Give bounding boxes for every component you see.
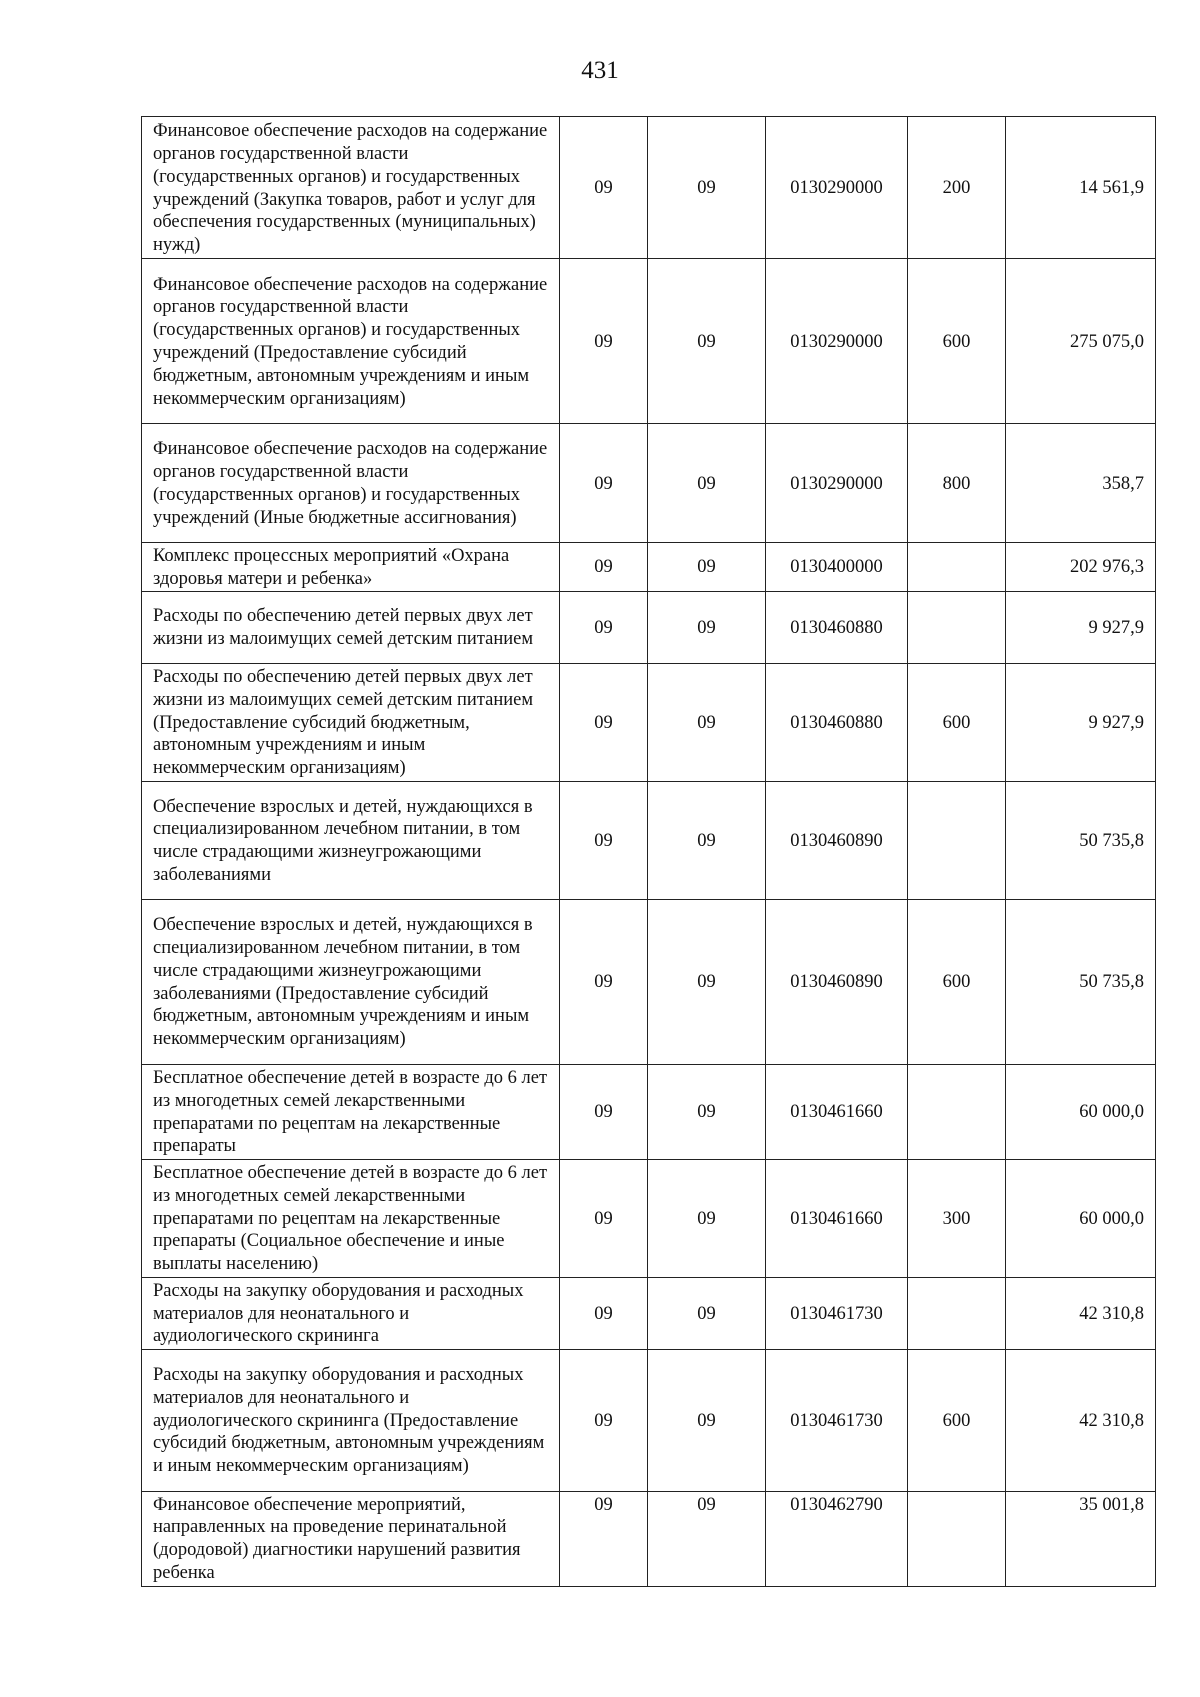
row-amount: 9 927,9	[1006, 663, 1156, 781]
table-row	[142, 1277, 1156, 1349]
row-target-article: 0130461730	[766, 1277, 908, 1349]
row-amount: 9 927,9	[1006, 591, 1156, 663]
row-name: Обеспечение взрослых и детей, нуждающихся в специализированном лечебном питании, в том числе страдающими жизнеугрожающими заболеваниями (Предоставление субсидий бюджетным, автономным учреждениям и иным некоммерческим организациям)	[142, 899, 560, 1064]
row-amount: 50 735,8	[1006, 899, 1156, 1064]
row-expense-type: 600	[908, 663, 1006, 781]
row-name: Обеспечение взрослых и детей, нуждающихся в специализированном лечебном питании, в том числе страдающими жизнеугрожающими заболеваниями	[142, 781, 560, 899]
budget-table	[141, 116, 1156, 1587]
row-name: Финансовое обеспечение расходов на содержание органов государственной власти (государственных органов) и государственных учреждений (Иные бюджетные ассигнования)	[142, 424, 560, 543]
row-subsection: 09	[648, 663, 766, 781]
row-expense-type	[908, 1277, 1006, 1349]
row-amount: 42 310,8	[1006, 1277, 1156, 1349]
row-target-article: 0130460890	[766, 899, 908, 1064]
row-name: Расходы на закупку оборудования и расходных материалов для неонатального и аудиологического скрининга (Предоставление субсидий бюджетным, автономным учреждениям и иным некоммерческим организациям)	[142, 1349, 560, 1491]
row-amount: 275 075,0	[1006, 259, 1156, 424]
row-expense-type: 300	[908, 1159, 1006, 1277]
row-target-article: 0130290000	[766, 117, 908, 259]
row-target-article: 0130460890	[766, 781, 908, 899]
table-row	[142, 424, 1156, 543]
row-expense-type: 800	[908, 424, 1006, 543]
row-amount: 14 561,9	[1006, 117, 1156, 259]
row-section: 09	[560, 117, 648, 259]
row-expense-type: 600	[908, 1349, 1006, 1491]
row-target-article: 0130290000	[766, 259, 908, 424]
row-subsection: 09	[648, 117, 766, 259]
row-amount: 358,7	[1006, 424, 1156, 543]
row-section: 09	[560, 1491, 648, 1586]
row-subsection: 09	[648, 781, 766, 899]
row-amount: 50 735,8	[1006, 781, 1156, 899]
row-amount: 60 000,0	[1006, 1064, 1156, 1159]
row-expense-type	[908, 1491, 1006, 1586]
row-name: Финансовое обеспечение мероприятий, направленных на проведение перинатальной (дородовой) диагностики нарушений развития ребенка	[142, 1491, 560, 1586]
row-subsection: 09	[648, 259, 766, 424]
row-amount: 202 976,3	[1006, 543, 1156, 592]
row-expense-type	[908, 543, 1006, 592]
row-name: Расходы по обеспечению детей первых двух лет жизни из малоимущих семей детским питанием	[142, 591, 560, 663]
row-subsection: 09	[648, 591, 766, 663]
row-target-article: 0130460880	[766, 591, 908, 663]
row-expense-type: 600	[908, 259, 1006, 424]
row-subsection: 09	[648, 1159, 766, 1277]
table-row	[142, 1491, 1156, 1586]
row-target-article: 0130460880	[766, 663, 908, 781]
row-subsection: 09	[648, 1277, 766, 1349]
row-subsection: 09	[648, 424, 766, 543]
row-name: Бесплатное обеспечение детей в возрасте до 6 лет из многодетных семей лекарственными препаратами по рецептам на лекарственные препараты (Социальное обеспечение и иные выплаты населению)	[142, 1159, 560, 1277]
row-expense-type: 600	[908, 899, 1006, 1064]
row-section: 09	[560, 259, 648, 424]
row-subsection: 09	[648, 1064, 766, 1159]
row-subsection: 09	[648, 1349, 766, 1491]
table-row	[142, 543, 1156, 592]
table-row	[142, 1159, 1156, 1277]
row-target-article: 0130461730	[766, 1349, 908, 1491]
row-amount: 42 310,8	[1006, 1349, 1156, 1491]
row-name: Расходы на закупку оборудования и расходных материалов для неонатального и аудиологического скрининга	[142, 1277, 560, 1349]
row-name: Финансовое обеспечение расходов на содержание органов государственной власти (государственных органов) и государственных учреждений (Предоставление субсидий бюджетным, автономным учреждениям и иным некоммерческим организациям)	[142, 259, 560, 424]
row-section: 09	[560, 663, 648, 781]
row-section: 09	[560, 1159, 648, 1277]
row-target-article: 0130461660	[766, 1064, 908, 1159]
table-row	[142, 259, 1156, 424]
row-subsection: 09	[648, 543, 766, 592]
table-row	[142, 1349, 1156, 1491]
table-row	[142, 663, 1156, 781]
page-number: 431	[581, 57, 619, 84]
row-target-article: 0130400000	[766, 543, 908, 592]
table-row	[142, 591, 1156, 663]
row-expense-type	[908, 781, 1006, 899]
row-section: 09	[560, 1064, 648, 1159]
row-expense-type: 200	[908, 117, 1006, 259]
table-row	[142, 781, 1156, 899]
table-row	[142, 899, 1156, 1064]
row-target-article: 0130290000	[766, 424, 908, 543]
row-section: 09	[560, 781, 648, 899]
table-row	[142, 1064, 1156, 1159]
row-section: 09	[560, 1349, 648, 1491]
row-section: 09	[560, 424, 648, 543]
row-section: 09	[560, 1277, 648, 1349]
row-section: 09	[560, 591, 648, 663]
row-name: Бесплатное обеспечение детей в возрасте до 6 лет из многодетных семей лекарственными препаратами по рецептам на лекарственные препараты	[142, 1064, 560, 1159]
row-expense-type	[908, 591, 1006, 663]
row-target-article: 0130462790	[766, 1491, 908, 1586]
row-subsection: 09	[648, 899, 766, 1064]
row-amount: 35 001,8	[1006, 1491, 1156, 1586]
row-name: Комплекс процессных мероприятий «Охрана здоровья матери и ребенка»	[142, 543, 560, 592]
row-name: Финансовое обеспечение расходов на содержание органов государственной власти (государственных органов) и государственных учреждений (Закупка товаров, работ и услуг для обеспечения государственных (муниципальных) нужд)	[142, 117, 560, 259]
row-amount: 60 000,0	[1006, 1159, 1156, 1277]
row-expense-type	[908, 1064, 1006, 1159]
row-name: Расходы по обеспечению детей первых двух лет жизни из малоимущих семей детским питанием (Предоставление субсидий бюджетным, автономным учреждениям и иным некоммерческим организациям)	[142, 663, 560, 781]
table-row	[142, 117, 1156, 259]
row-subsection: 09	[648, 1491, 766, 1586]
row-target-article: 0130461660	[766, 1159, 908, 1277]
row-section: 09	[560, 899, 648, 1064]
row-section: 09	[560, 543, 648, 592]
